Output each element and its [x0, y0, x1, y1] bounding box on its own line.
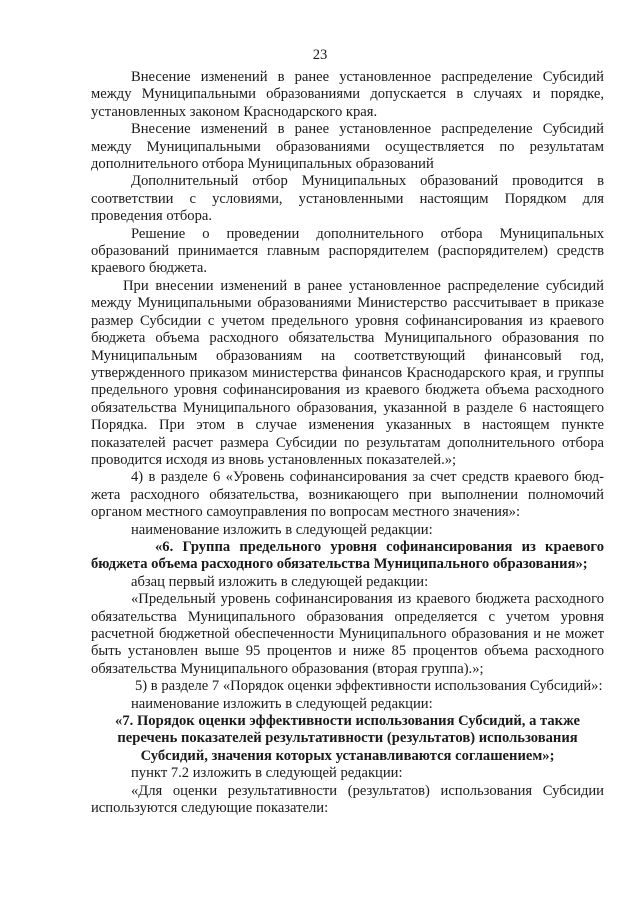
paragraph-first-para-instruction: абзац первый изложить в следующей редакции:: [131, 573, 429, 590]
paragraph-subsidy-calculation: При внесении изменений в ранее установленное распределение субсидий между Муниципальными образованиями Министерство рассчитывает в приказе размер Субсидии с учетом предельного уровня софинансирования из краевого бюджета объема расходного обязательства Муниципального образования по Муниципальным образованиям на соответствующий финансовый год, утвержденного приказом министерства финансов Краснодарского края, и группы предельного уровня софинансирования из краевого бюджета объема расходного обязательства Муниципального образования, указанной в разделе 6 настоящего Порядка. При этом в случае изменения указанных в настоящем пункте показателей расчет размера Субсидии по результатам дополнительного отбора проводится исходя из вновь установленных показателей.»;: [91, 277, 604, 468]
paragraph-redistribution-selection: Внесение изменений в ранее установленное распределение Субсидий между Муниципальными образованиями осуществляется по результатам дополнительного отбора Муниципальных образований: [91, 121, 604, 173]
section-7-heading: «7. Порядок оценки эффективности использования Субсидий, а также перечень показателей результативности (результатов) использования Субсидий, значения которых устанавливаются соглашением»;: [115, 713, 580, 764]
section-6-heading: «6. Группа предельного уровня софинансирования из краевого бюджета объема расходного обязательства Муниципального образования»;: [91, 538, 604, 573]
paragraph-title-instruction-7: наименование изложить в следующей редакции:: [131, 695, 433, 712]
paragraph-item-7-2-instruction: пункт 7.2 изложить в следующей редакции:: [131, 765, 403, 782]
paragraph-cofinancing-level: «Предельный уровень софинансирования из краевого бюджета расходного обязательства Муниципального образования определяется с учетом уровня расчетной бюджетной обеспеченности Муниципального образования и не может быть установлен выше 95 процентов и ниже 85 процентов объема расходного обязательства Муниципального образования (вторая группа).»;: [91, 591, 604, 677]
paragraph-redistribution-law: Внесение изменений в ранее установленное распределение Субсидий между Муниципальными образованиями допускается в случаях и порядке, установленных законом Краснодарского края.: [91, 69, 604, 120]
paragraph-indicators-intro: «Для оценки результативности (результатов) использования Субсидии используются следующие показатели:: [91, 782, 604, 817]
paragraph-title-instruction-6: наименование изложить в следующей редакции:: [131, 521, 433, 538]
paragraph-section-7-amendment: 5) в разделе 7 «Порядок оценки эффективности использования Субсидий»:: [135, 678, 603, 695]
paragraph-selection-decision: Решение о проведении дополнительного отбора Муниципальных образований принимается главным распорядителем (распорядителем) средств краевого бюджета.: [91, 225, 604, 277]
page-number: 23: [312, 47, 328, 63]
document-body: [91, 69, 604, 817]
paragraph-section-6-amendment: 4) в разделе 6 «Уровень софинансирования за счет средств краевого бюджета расходного обязательства, возникающего при выполнении полномочий органом местного самоуправления по вопросам местного значения»:: [91, 469, 604, 521]
paragraph-additional-selection: Дополнительный отбор Муниципальных образований проводится в соответствии с условиями, установленными настоящим Порядком для проведения отбора.: [91, 173, 604, 225]
